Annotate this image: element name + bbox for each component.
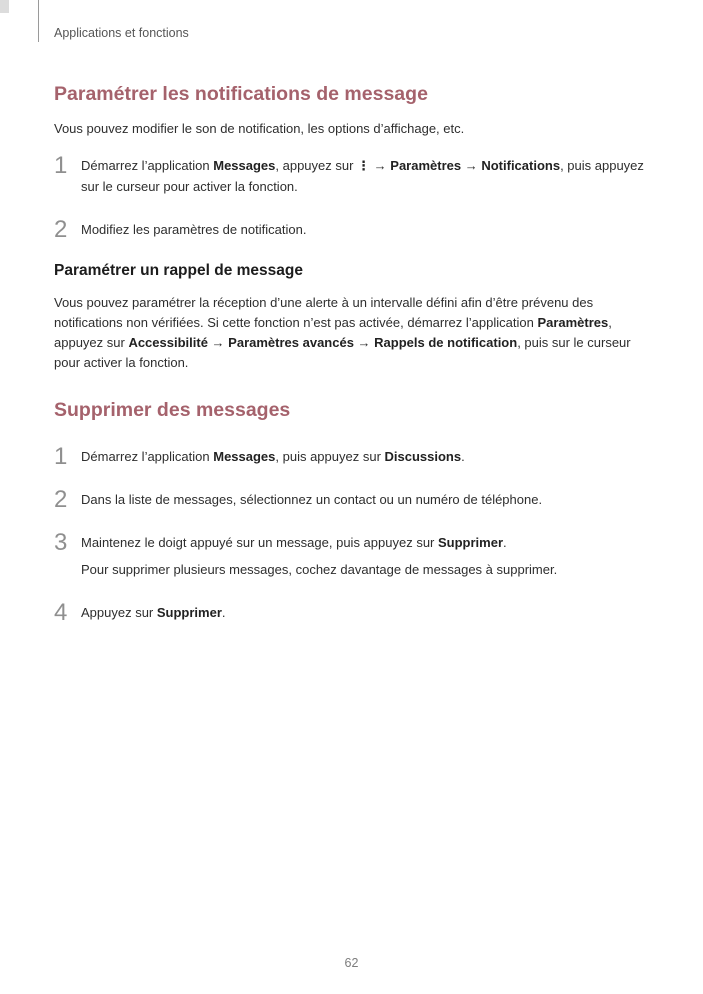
page-number: 62: [344, 956, 359, 970]
step-note: Pour supprimer plusieurs messages, cochez davantage de messages à supprimer.: [81, 562, 558, 577]
page-content: [54, 0, 651, 625]
step-text: [81, 600, 226, 623]
running-header: Applications et fonctions: [54, 26, 189, 40]
step-text: [81, 217, 306, 240]
step-row: [54, 217, 651, 242]
subsection-title-rappel-message: Paramétrer un rappel de message: [54, 262, 303, 279]
step-text: [81, 530, 557, 580]
step-row: [54, 444, 651, 469]
step-instruction: Démarrez l’application Messages, appuyez sur ⋮ → Paramètres → Notifications, puis appuyez sur le curseur pour activer la fonction.: [81, 158, 644, 194]
step-number: 1: [54, 443, 68, 470]
step-instruction: Démarrez l’application Messages, puis appuyez sur Discussions.: [81, 449, 465, 464]
step-text: [81, 444, 465, 467]
step-row: [54, 487, 651, 512]
step-instruction: Dans la liste de messages, sélectionnez un contact ou un numéro de téléphone.: [81, 492, 543, 507]
step-number: 3: [54, 529, 68, 556]
more-vertical-icon: ⋮: [357, 158, 371, 173]
section-intro: Vous pouvez modifier le son de notification, les options d’affichage, etc.: [54, 121, 465, 136]
step-number: 2: [54, 216, 68, 243]
step-row: [54, 530, 651, 580]
step-instruction: Maintenez le doigt appuyé sur un message, puis appuyez sur Supprimer.: [81, 535, 507, 550]
step-row: [54, 153, 651, 197]
step-number: 2: [54, 486, 68, 513]
section-title-supprimer-messages: Supprimer des messages: [54, 399, 291, 421]
section-title-message-notifications: Paramétrer les notifications de message: [54, 83, 428, 105]
step-text: [81, 487, 542, 510]
step-number: 4: [54, 599, 68, 626]
corner-mark: [0, 0, 9, 13]
header-rule: [38, 0, 39, 42]
step-row: [54, 600, 651, 625]
subsection-body: Vous pouvez paramétrer la réception d’une alerte à un intervalle défini afin d’être prévenu des notifications non vérifiées. Si cette fonction n’est pas activée, démarrez l’application Paramètres, appuyez sur Accessibilité → Paramètres avancés → Rappels de notification, puis sur le curseur pour activer la fonction.: [54, 295, 631, 370]
step-text: [81, 153, 651, 197]
step-instruction: Modifiez les paramètres de notification.: [81, 222, 307, 237]
step-number: 1: [54, 152, 68, 179]
step-instruction: Appuyez sur Supprimer.: [81, 605, 226, 620]
